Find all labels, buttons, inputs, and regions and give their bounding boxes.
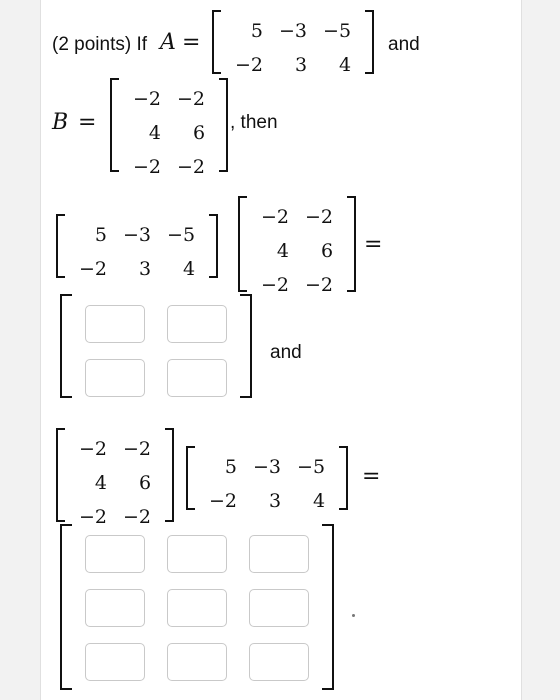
- bracket-right: [365, 10, 374, 74]
- matrix-cell: −2: [133, 88, 162, 110]
- matrix-cell: −5: [297, 456, 326, 478]
- answer-bracket-left: [60, 524, 72, 690]
- matrix-cell: −3: [123, 224, 152, 246]
- matrix-a-product-1: [56, 214, 218, 278]
- matrix-a-def: [212, 10, 374, 74]
- matrix-cell: −5: [323, 20, 352, 42]
- matrix-cell: −2: [235, 54, 264, 76]
- matrix-cell: 5: [224, 456, 238, 478]
- equals-sign: =: [182, 30, 201, 55]
- matrix-cell: −2: [305, 206, 334, 228]
- matrix-cell: 4: [94, 472, 108, 494]
- bracket-right: [339, 446, 348, 510]
- bracket-left: [212, 10, 221, 74]
- matrix-cell: 6: [138, 472, 152, 494]
- points-label: (2 points) If: [52, 34, 148, 55]
- matrix-cell: −2: [261, 206, 290, 228]
- matrix-cell: −2: [123, 438, 152, 460]
- answer-input[interactable]: [167, 305, 227, 343]
- matrix-cell: −2: [79, 438, 108, 460]
- answer-input[interactable]: [85, 535, 145, 573]
- answer-input[interactable]: [249, 643, 309, 681]
- answer-input[interactable]: [167, 643, 227, 681]
- matrix-cell: −2: [177, 156, 206, 178]
- and-between-label: and: [270, 342, 302, 363]
- answer-input[interactable]: [85, 589, 145, 627]
- matrix-cell: 5: [250, 20, 264, 42]
- bracket-left: [56, 428, 65, 522]
- answer-input[interactable]: [85, 359, 145, 397]
- matrix-cell: −2: [261, 274, 290, 296]
- matrix-cell: −3: [279, 20, 308, 42]
- matrix-cell: 4: [148, 122, 162, 144]
- answer-matrix-ba: [60, 524, 334, 690]
- matrix-cell: −3: [253, 456, 282, 478]
- matrix-cell: 4: [338, 54, 352, 76]
- equals-sign-b: =: [78, 110, 97, 135]
- matrix-cell: −2: [79, 258, 108, 280]
- answer-bracket-right: [322, 524, 334, 690]
- bracket-left: [238, 196, 247, 292]
- matrix-cell: 4: [182, 258, 196, 280]
- matrix-cell: 3: [268, 490, 282, 512]
- matrix-cell: 4: [312, 490, 326, 512]
- matrix-cell: −5: [167, 224, 196, 246]
- period-mark: [352, 614, 355, 617]
- matrix-cell: −2: [123, 506, 152, 528]
- answer-input[interactable]: [167, 359, 227, 397]
- bracket-right: [219, 78, 228, 172]
- matrix-cell: 3: [294, 54, 308, 76]
- matrix-cell: −2: [305, 274, 334, 296]
- answer-input[interactable]: [167, 589, 227, 627]
- bracket-left: [110, 78, 119, 172]
- matrix-b-product-1: [238, 196, 356, 296]
- answer-input[interactable]: [249, 535, 309, 573]
- answer-input[interactable]: [85, 305, 145, 343]
- bracket-left: [186, 446, 195, 510]
- matrix-b-def: [110, 78, 228, 178]
- answer-input[interactable]: [249, 589, 309, 627]
- bracket-left: [56, 214, 65, 278]
- answer-matrix-ab: [60, 294, 252, 398]
- var-a: A: [160, 30, 176, 55]
- matrix-cell: −2: [177, 88, 206, 110]
- matrix-cell: −2: [133, 156, 162, 178]
- matrix-cell: −2: [79, 506, 108, 528]
- answer-bracket-left: [60, 294, 72, 398]
- product-ba-equals: =: [362, 464, 381, 489]
- then-label: , then: [230, 112, 278, 133]
- matrix-cell: 5: [94, 224, 108, 246]
- bracket-right: [347, 196, 356, 292]
- matrix-cell: −2: [209, 490, 238, 512]
- var-b: B: [52, 110, 69, 135]
- bracket-right: [165, 428, 174, 522]
- scrollbar[interactable]: [546, 0, 560, 700]
- product-ab-equals: =: [364, 232, 383, 257]
- answer-bracket-right: [240, 294, 252, 398]
- matrix-cell: 4: [276, 240, 290, 262]
- answer-input[interactable]: [167, 535, 227, 573]
- and-label: and: [388, 34, 420, 55]
- matrix-cell: 6: [320, 240, 334, 262]
- matrix-a-product-2: [186, 446, 348, 510]
- matrix-cell: 3: [138, 258, 152, 280]
- answer-input[interactable]: [85, 643, 145, 681]
- matrix-b-product-2: [56, 428, 174, 528]
- bracket-right: [209, 214, 218, 278]
- matrix-cell: 6: [192, 122, 206, 144]
